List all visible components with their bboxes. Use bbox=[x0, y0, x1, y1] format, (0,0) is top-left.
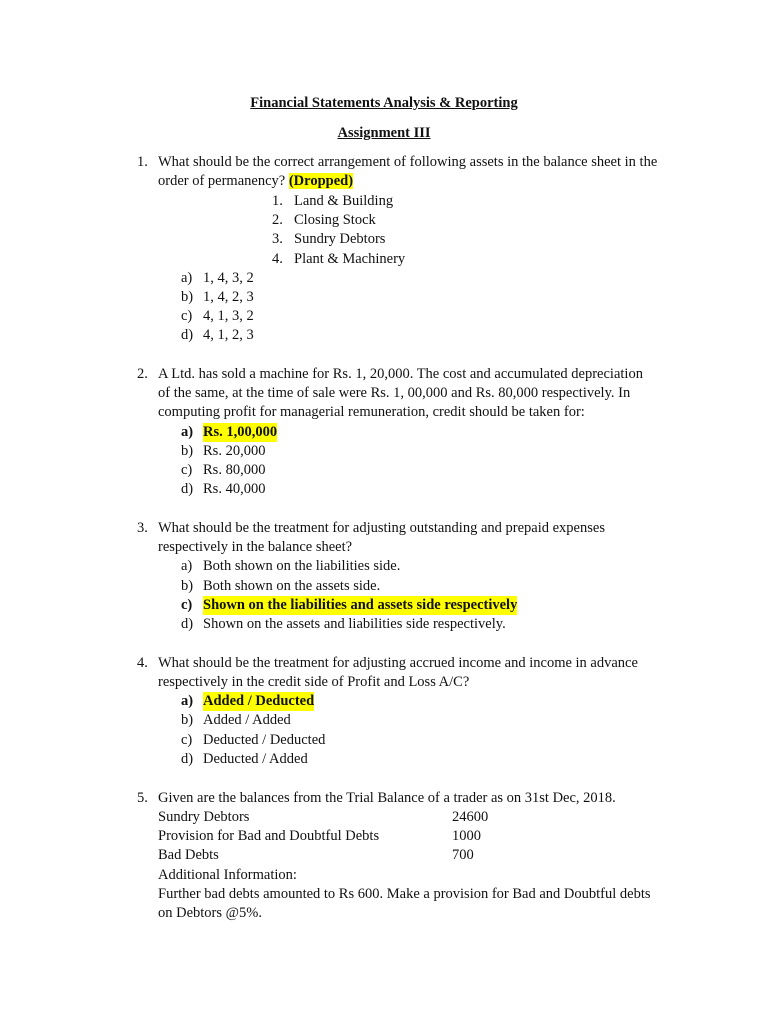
option-marker: c) bbox=[181, 462, 193, 478]
row-value: 24600 bbox=[452, 809, 489, 825]
option-text: 1, 4, 3, 2 bbox=[203, 270, 254, 286]
option-marker: b) bbox=[181, 443, 194, 459]
option-marker: c) bbox=[181, 308, 193, 324]
question-text: computing profit for managerial remuneration, credit should be taken for: bbox=[158, 404, 585, 420]
option-marker: b) bbox=[181, 578, 194, 594]
list-item-number: 3. bbox=[272, 231, 283, 247]
list-item: Land & Building bbox=[294, 193, 394, 209]
question-text: What should be the treatment for adjusting outstanding and prepaid expenses bbox=[158, 520, 605, 536]
option-text: 1, 4, 2, 3 bbox=[203, 289, 254, 305]
option-marker: b) bbox=[181, 712, 194, 728]
dropped-tag: (Dropped) bbox=[288, 173, 354, 189]
question-text: Given are the balances from the Trial Balance of a trader as on 31st Dec, 2018. bbox=[158, 790, 616, 806]
option-text: 4, 1, 3, 2 bbox=[203, 308, 254, 324]
option-text: Both shown on the assets side. bbox=[203, 578, 381, 594]
option-text: Rs. 40,000 bbox=[203, 481, 266, 497]
option-text: Deducted / Added bbox=[203, 751, 308, 767]
question-text: of the same, at the time of sale were Rs. 1, 00,000 and Rs. 80,000 respectively. In bbox=[158, 385, 631, 401]
question-text: What should be the correct arrangement of following assets in the balance sheet in the bbox=[158, 154, 658, 170]
option-text: Rs. 80,000 bbox=[203, 462, 266, 478]
question-text: respectively in the credit side of Profit and Loss A/C? bbox=[158, 674, 470, 690]
option-marker: d) bbox=[181, 327, 194, 343]
row-value: 700 bbox=[452, 847, 474, 863]
option-marker: a) bbox=[181, 558, 193, 574]
question-number: 4. bbox=[137, 655, 148, 671]
option-marker: a) bbox=[181, 693, 194, 709]
option-text: Shown on the assets and liabilities side respectively. bbox=[203, 616, 506, 632]
question-number: 2. bbox=[137, 366, 148, 382]
table-row bbox=[158, 846, 558, 865]
option-marker: c) bbox=[181, 732, 193, 748]
row-label: Sundry Debtors bbox=[158, 809, 250, 825]
correct-answer-highlight: Added / Deducted bbox=[203, 693, 315, 709]
option-marker: d) bbox=[181, 481, 194, 497]
correct-answer-highlight: Rs. 1,00,000 bbox=[203, 424, 278, 440]
question-number: 5. bbox=[137, 790, 148, 806]
option-text: 4, 1, 2, 3 bbox=[203, 327, 254, 343]
option-text: Deducted / Deducted bbox=[203, 732, 326, 748]
row-value: 1000 bbox=[452, 828, 481, 844]
option-marker: a) bbox=[181, 270, 193, 286]
table-row bbox=[158, 827, 558, 846]
list-item: Closing Stock bbox=[294, 212, 376, 228]
document-title: Financial Statements Analysis & Reporting bbox=[250, 95, 518, 111]
question-text bbox=[158, 172, 353, 191]
option-marker: c) bbox=[181, 597, 193, 613]
option-marker: b) bbox=[181, 289, 194, 305]
option-marker: a) bbox=[181, 424, 194, 440]
question-text-part: order of permanency? bbox=[158, 173, 289, 189]
option-marker: d) bbox=[181, 751, 194, 767]
option-text: Added / Added bbox=[203, 712, 291, 728]
option-text: Both shown on the liabilities side. bbox=[203, 558, 401, 574]
additional-info-heading: Additional Information: bbox=[158, 867, 297, 883]
question-text: respectively in the balance sheet? bbox=[158, 539, 353, 555]
list-item: Sundry Debtors bbox=[294, 231, 386, 247]
correct-answer-highlight: Shown on the liabilities and assets side respectively bbox=[203, 597, 518, 613]
question-text: A Ltd. has sold a machine for Rs. 1, 20,000. The cost and accumulated depreciation bbox=[158, 366, 643, 382]
list-item: Plant & Machinery bbox=[294, 251, 406, 267]
question-text: Further bad debts amounted to Rs 600. Make a provision for Bad and Doubtful debts bbox=[158, 886, 651, 902]
list-item-number: 2. bbox=[272, 212, 283, 228]
option-marker: d) bbox=[181, 616, 194, 632]
list-item-number: 4. bbox=[272, 251, 283, 267]
list-item-number: 1. bbox=[272, 193, 283, 209]
document-subtitle: Assignment III bbox=[337, 125, 431, 141]
question-text: on Debtors @5%. bbox=[158, 905, 262, 921]
table-row bbox=[158, 808, 558, 827]
option-text: Rs. 20,000 bbox=[203, 443, 266, 459]
row-label: Bad Debts bbox=[158, 847, 219, 863]
row-label: Provision for Bad and Doubtful Debts bbox=[158, 828, 380, 844]
question-text: What should be the treatment for adjusting accrued income and income in advance bbox=[158, 655, 638, 671]
question-number: 1. bbox=[137, 154, 148, 170]
question-number: 3. bbox=[137, 520, 148, 536]
